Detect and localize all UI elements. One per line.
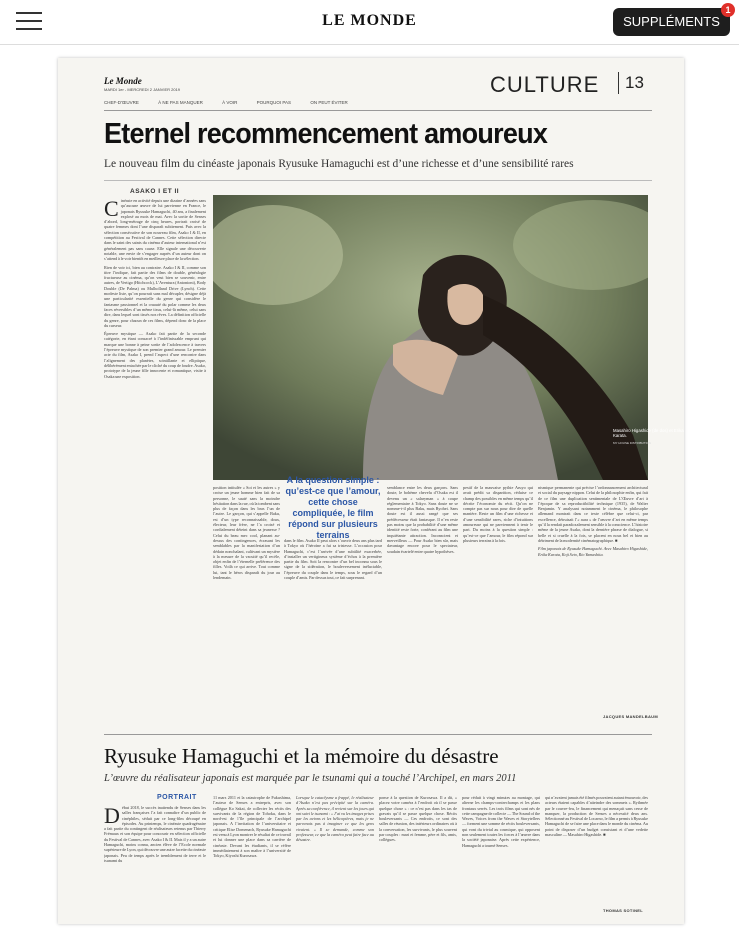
paragraph: pour réduit à vingt minutes au montage, qui alterne les champs-contrechamps et les plans frontaux serrés. Les trois films qui sont nés de cette campagne de collecte — The Sound of the Waves, Voices from the Waves et Storytellers — forment une somme de récits bouleversants, qui vont du trivial au cosmique, qui opposent non seulement toutes les forces à l’œuvre dans la société japonaise. Après cette expérience, Hamaguchi a tourné Senses. — [462, 795, 540, 848]
article-headline: Ryusuke Hamaguchi et la mémoire du désastre — [104, 744, 499, 768]
top-app-bar — [0, 0, 739, 45]
section-rubric: CULTURE — [490, 72, 600, 97]
article-column — [379, 795, 457, 915]
film-credits: Film japonais de Ryusuke Hamaguchi. Avec Masahiro Higashide, Erika Karata, Koji Seto, Rio Yamashita. — [538, 546, 648, 557]
supplements-button[interactable] — [613, 5, 731, 36]
section-kicker: PORTRAIT — [157, 794, 197, 801]
article-column — [213, 795, 291, 915]
rating-label: POURQUOI PAS — [256, 100, 292, 105]
paragraph: Lorsque le cataclysme a frappé, le réalisateur d’Asako n’est pas précipité sur la caméra. Après sa conférence, il revient sur les jours qui ont suivi le tsunami : « J’ai vu les images prises par les avions et les hélicoptères, mais je ne parvenais pas à imaginer ce que les gens vivaient. » Il se demande, comme son professeur, ce que la caméra peut faire face au désastre. — [296, 795, 374, 843]
divider — [104, 734, 652, 735]
notification-badge: 1 — [721, 3, 735, 17]
rating-label: CHEF-D'ŒUVRE — [104, 100, 139, 105]
article-column — [104, 198, 206, 723]
paragraph: pestif de la mauvaise pythie Aruyo qui avait prédit sa disparition, réduise ce champ des possibles en même temps qu’il décrite l’économie du récit. Qu’on ne compte pas sur nous pour dire de quelle manière. Reste un film d’une richesse et d’une sensibilité rares, riche d’intuitions amoureuse qui ne parviennent à tenir le pari. Du moins à la question simple : qu’est-ce que l’amour, le film répond sur plusieurs terrains à la fois. — [463, 485, 533, 543]
paragraph: 11 mars 2011 et la catastrophe de Fukushima, l’auteur de Senses a entrepris, avec son collègue Ko Sakai, de collecter les récits des survivants de la région de Tohoku, dans le nord-est de l’île principale de l’archipel japonais. A l’invitation de l’universitaire et critique Elise Domenach, Ryusuke Hamaguchi est venu à Lyon montrer le résultat de ce travail et lui donner une place dans sa carrière de cinéaste. Devant les étudiants, il se réfère immédiatement à son maître à l’université de Tokyo, Kiyoshi Kurosawa. — [213, 795, 291, 859]
article-column — [387, 485, 458, 725]
article-column — [463, 485, 533, 725]
photo-credit: MY HOUSE DISTRIBUTION — [613, 441, 651, 445]
article-column — [296, 795, 374, 915]
article-subheadline: L’œuvre du réalisateur japonais est marquée par le tsunami qui a touché l’Archipel, en mars 2011 — [104, 773, 517, 784]
drop-cap: D — [104, 805, 120, 828]
masthead-logo: Le Monde — [104, 76, 142, 86]
article-column — [462, 795, 540, 915]
issue-date: MARDI 1er - MERCREDI 2 JANVIER 2019 — [104, 87, 181, 92]
paragraph: Rien de voir ici, bien au contraire. Asako I & II, comme son titre l’indique, fait partie des films de double, généalogie fructueuse au cinéma, qu’on veut bien se souvenir, entre autres, de Vertigo (Hitchcock), L’Aventura (Antonioni), Body Double (De Palma) ou Mulholland Drive (Lynch). Cette modeste liste, qu’on pourrait sans mal décupler, désigne déjà une particularité essentielle du genre qui considère le fantasme passionnel et la cruauté du polar comme les deux faces réversibles d’un même tissu, celui-là même, celui sans dire, dans lequel sont tissés nos rêves. La définition officielle du genre, pour chacun de ces films, dépend donc de la place du curseur. — [104, 264, 206, 328]
rating-label: ON PEUT ÉVITER — [310, 100, 348, 105]
photo-caption: Masahiro Higashide (de dos) et Erika Karata. — [613, 428, 684, 438]
paragraph: dans le film. Asako II peut alors s’ouvrir deux ans plus tard à Tokyo où l’héroïne a fui sa tristesse. L’occasion pour Hamaguchi, c’est l’arrivée d’une subtilité exacerbée, d’installer un vertigineux système d’échos à la première partie du film. Soit la rencontre d’un bel inconnu sous le signe de la sidération, le bouleversement inéluctable, l’épreuve du couple dans le temps, sous le regard d’un couple d’amis. Par dessus tout, ce fait surprenant. — [284, 538, 382, 581]
paragraph: ébut 2018, le succès inattendu de Senses dans les salles françaises l’a fait connaître d’un public de cinéphiles, séduit par ce long-film découpé en épisodes. Au printemps, le cinéaste quadragénaire a fait partie du contingent de réalisateurs retenus par Thierry Frémaux et son équipe pour concourir en sélection officielle du Festival de Cannes, avec Asako I & II. Mais il y a un autre Hamaguchi, moins connu, ancien élève de l’Ecole normale supérieure de Lyon, qui découvre une autre facette du cinéaste japonais. Peu de temps après le tremblement de terre et le tsunami du — [104, 805, 206, 863]
paragraph: Épreuve mystique — Asako fait partie de la seconde catégorie, en étant consacré à l’indéfinissable emprunt qui marque une bonne à peine sortie de l’adolescence à travers l’épreuve mystique de son premier grand amour. Le premier acte du film, Asako I, prend l’aspect d’une rencontre dans l’alignement des planètes, scintillante et elliptique, délibérément entachée par le cliché du coup de foudre. Asako, prototype de la jeune fille innocente et romantique, visite à Osaka une exposition. — [104, 331, 206, 379]
page-number: 13 — [618, 72, 644, 94]
ratings-legend — [104, 100, 366, 105]
rating-label: À NE PAS MANQUER — [158, 100, 203, 105]
brand-title[interactable]: LE MONDE — [322, 12, 417, 29]
article-subheadline: Le nouveau film du cinéaste japonais Ryusuke Hamaguchi est d’une richesse et d’une sensibilité rares — [104, 158, 574, 170]
paragraph: ponse à la question de Kurosawa. Il a dit, « placez votre caméra à l’endroit où il se passe quelque chose » : ce n’est pas dans les tas de gravats qu’il se passe quelque chose. Récits bouleversants — Ces endroits, ce sont des salles de réunion, des intérieurs ordinaires où à la conversation, les survivants, le plus souvent par couples : mari et femme, père et fils, amis, collègues. — [379, 795, 457, 843]
newspaper-page[interactable] — [58, 58, 684, 924]
paragraph: position intitulée « Soi et les autres » y croise un jeune homme bien fait de sa personne, le sauté sans la moindre hésitation dans la rue, où la tombent sans plus de façon dans les bras l’un de l’autre. Le garçon, qui s’appelle Baku, est d’un type reconnaissable, doux, électeur, leur frère, ne l’a croisé et cordialement déteint dans sa jeunesse ? Celui du beau mec cool, planant au-dessus des contingences, écrasant les semblables par la manifestation d’un dédain nonchalant, cultivant un mystère à la mesure de la vacuité qu’il recèle, objet enfin de l’éternelle préférence des filles. Voilà ce qui arrive. Tout comme lui, tant le héros disparaît du jour au lendemain. — [213, 485, 280, 581]
pull-quote: A la question simple : qu’est-ce que l’amour, cette chose compliquée, le film répond sur plusieurs terrains — [285, 475, 381, 540]
article-column — [213, 485, 280, 725]
article-column — [538, 485, 648, 713]
byline: JACQUES MANDELBAUM — [603, 714, 658, 719]
paragraph: inéaste en activité depuis une dizaine d’années sans qu’aucune œuvre de lui parvienne en France, le japonais Ryusuke Hamaguchi, 40 ans, a finalement explosé au mois de mai. Avec la sortie de Senses d’abord, long-métrage de cinq heures, portrait croisé de quatre femmes dont l’une disparaît subitement. Puis avec la sélection consécutive de son nouveau film, Asako I & II, en compétition au Festival de Cannes. Cette sélection directe dans le saint des saints du cinéma d’auteur international n’est généralement pas sans cause. Elle signale une découverte notable, une envie de s’engager auprès d’un auteur dont on s’attend à le voir bientôt en meilleure place de la sélection. — [104, 198, 206, 262]
article-column — [545, 795, 648, 905]
paragraph: semblance entre les deux garçons. Sans doute, le bohème chevelu d’Osaka est il devenu un « salaryman » à coupe réglementaire à Tokyo. Sans doute ne se nomme-t-il plus Baku, mais Ryohei. Sans doute est il aussi rangé que ses prédécesseur était fantasque. Il n’en reste pas moins que la probabilité d’une même identité reste forte, conférant au film une inquiétante attraction. Inconscient et merveilleux — Pour Asako bien sûr, mais davantage encore pour le spectateur, soudain écartelé entre quatre hypothèses. — [387, 485, 458, 554]
divider — [104, 110, 652, 111]
film-still-illustration — [213, 195, 648, 480]
film-still-photo — [213, 195, 648, 480]
rating-label: À VOIR — [222, 100, 238, 105]
byline: THOMAS SOTINEL — [603, 908, 643, 913]
film-title-kicker: ASAKO I ET II — [130, 188, 180, 195]
supplements-label: SUPPLÉMENTS — [623, 14, 720, 29]
article-headline: Eternel recommencement amoureux — [104, 118, 548, 150]
paragraph: qui n’avaient jamais été filmés pouvaient autant émouvoir, des acteurs étaient capables d’atteindre des sommets ». Rythmée par le couvre-feu, le financement qui menaçait sans cesse de manquer, la production de Senses a nécessité deux ans. Sélectionné au Festival de Locarno, le film a permis à Ryusuke Hamaguchi de se faire une place dans le monde du cinéma. Au point de disposer d’un budget consistant et d’une vedette masculine — Masahiro Higashide. ■ — [545, 795, 648, 838]
paragraph: nismique permanente qui précise l’ordonnancement architectural et social du paysage nippon. Celui de la philosophie enfin, qui fait de ce film une duplication sentimentale de L’Œuvre d’art à l’époque de sa reproductibilité technique (1935), de Walter Benjamin. Y analysant notamment le cinéma, le philosophe allemand montrait dans ce texte célèbre que celui-ci, par excellence, détruisait l’« aura » de l’œuvre d’art en même temps qu’il la rendait paradoxalement sensible à la conscience. L’histoire même de la jeune Asako, dont la dernière phrase de dialogue, si belle et si cruelle à la fois, se placent en nous bel et bien au détriment de la modernité cinématographique. ■ — [538, 485, 648, 543]
divider — [104, 180, 652, 181]
article-column — [104, 805, 206, 915]
article-column — [284, 538, 382, 723]
drop-cap: C — [104, 198, 119, 221]
